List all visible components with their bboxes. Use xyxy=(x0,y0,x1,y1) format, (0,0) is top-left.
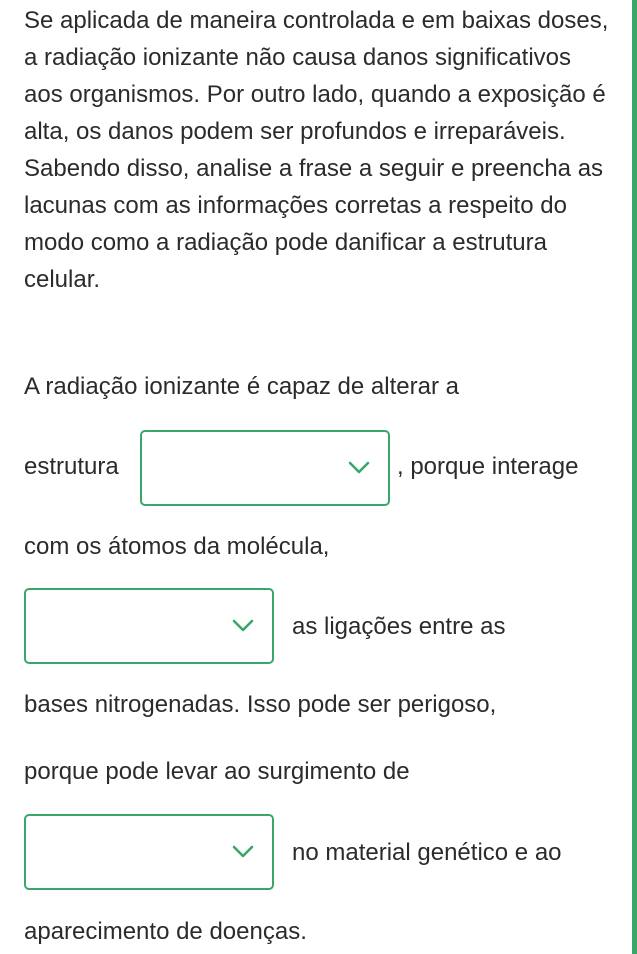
sentence-after-blank-1: , porque interage xyxy=(397,453,579,480)
chevron-down-icon xyxy=(232,845,254,859)
sentence-line-3: com os átomos da molécula, xyxy=(24,533,330,560)
sentence-line-6: porque pode levar ao surgimento de xyxy=(24,758,410,785)
sentence-line-5: bases nitrogenadas. Isso pode ser perigoso, xyxy=(24,691,497,718)
right-accent-bar xyxy=(632,0,637,954)
chevron-down-icon xyxy=(232,619,254,633)
blank-3-dropdown[interactable] xyxy=(24,814,274,890)
sentence-after-blank-3: no material genético e ao xyxy=(292,839,562,866)
blank-1-dropdown[interactable] xyxy=(140,430,390,506)
sentence-line-1: A radiação ionizante é capaz de alterar a xyxy=(24,373,459,400)
sentence-after-blank-2: as ligações entre as xyxy=(292,613,506,640)
sentence-before-blank-1: estrutura xyxy=(24,453,119,480)
sentence-line-8: aparecimento de doenças. xyxy=(24,918,307,945)
blank-2-dropdown[interactable] xyxy=(24,588,274,664)
chevron-down-icon xyxy=(348,461,370,475)
question-intro: Se aplicada de maneira controlada e em baixas doses, a radiação ionizante não causa danos significativos aos organismos. Por outro lado, quando a exposição é alta, os danos podem ser profundos e irreparáveis. Sabendo disso, analise a frase a seguir e preencha as lacunas com as informações corretas a respeito do modo como a radiação pode danificar a estrutura celular. xyxy=(24,7,609,293)
